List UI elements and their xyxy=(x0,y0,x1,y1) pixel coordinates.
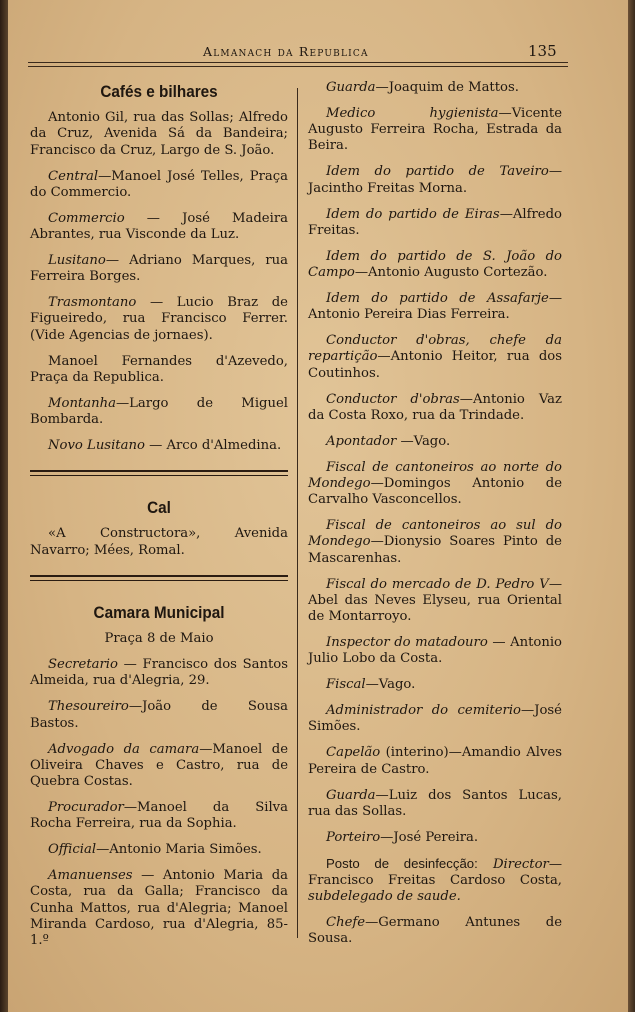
list-entry xyxy=(30,842,288,858)
entry-text: —José Simões. xyxy=(308,703,562,735)
camara-staff-list xyxy=(308,80,562,846)
entry-text: —Largo de Miguel Bombarda. xyxy=(30,395,288,428)
entry-label: Guarda xyxy=(326,80,376,95)
list-entry xyxy=(30,800,288,832)
entry-label: Medico hygienista xyxy=(326,106,499,121)
entry-label: Trasmontano xyxy=(48,295,137,311)
list-entry xyxy=(308,915,562,947)
posto-entry xyxy=(308,856,562,906)
list-entry xyxy=(30,169,288,201)
list-entry xyxy=(30,295,288,344)
list-entry xyxy=(308,577,562,626)
list-entry xyxy=(308,164,562,196)
entry-text: —Vago. xyxy=(365,677,416,693)
entry-label: Central xyxy=(48,168,99,184)
list-entry xyxy=(30,868,288,949)
entry-text: — Antonio Julio Lobo da Costa. xyxy=(308,635,563,667)
entry-label: Amanuenses xyxy=(48,868,133,884)
header-rule xyxy=(28,62,568,67)
entry-text: —Vicente Augusto Ferreira Rocha, Estrada da Beira. xyxy=(308,106,562,154)
list-entry xyxy=(30,396,288,428)
list-entry xyxy=(308,518,562,567)
camara-list xyxy=(30,657,288,949)
entry-label: Official xyxy=(48,842,97,858)
entry-label: Procurador xyxy=(48,800,124,816)
almanac-page xyxy=(8,0,628,1012)
section-title-camara: Camara Municipal xyxy=(93,602,225,622)
entry-label: Thesoureiro xyxy=(48,699,129,715)
entry-label: Secretario xyxy=(48,657,118,673)
list-entry xyxy=(30,657,288,689)
entry-text: (interino)—Amandio Alves Pereira de Castro. xyxy=(308,745,562,777)
entry-text: —Manoel de Oliveira Chaves e Castro, rua de Quebra Costas. xyxy=(30,741,288,790)
entry-label: Montanha xyxy=(48,395,116,411)
entry-label: Fiscal xyxy=(326,677,366,693)
entry-text: —Antonio Vaz da Costa Roxo, rua da Trindade. xyxy=(308,391,562,423)
entry-text: —Antonio Heitor, rua dos Coutinhos. xyxy=(308,349,562,381)
list-entry xyxy=(308,207,562,239)
list-entry xyxy=(308,291,562,323)
entry-label: Idem do partido de Eiras xyxy=(326,206,500,222)
entry-label: Inspector do matadouro xyxy=(326,635,488,651)
entry-label: Conductor d'obras, chefe da repartição xyxy=(308,333,562,365)
entry-text: —Manoel José Telles, Praça do Commercio. xyxy=(30,168,288,200)
entry-text: — Antonio Maria da Costa, rua da Galla; Francisco da Cunha Mattos, rua d'Alegria; Manoel Miranda Cardoso, rua d'Alegria, 85-1.º xyxy=(30,868,288,949)
entry-text: —Vago. xyxy=(396,433,451,449)
entry-label: Fiscal de cantoneiros ao sul do Mondego xyxy=(308,518,562,550)
entry-label: subdelegado de saude. xyxy=(308,889,461,905)
list-entry xyxy=(30,699,288,731)
entry-label: Commercio xyxy=(48,210,125,226)
entry-label: Fiscal de cantoneiros ao norte do Mondego xyxy=(308,459,562,492)
list-entry xyxy=(30,526,288,558)
entry-label: Director xyxy=(492,856,549,872)
entry-text: —Antonio Augusto Cortezão. xyxy=(354,265,548,281)
page-number: 135 xyxy=(528,42,557,60)
entry-text: — José Madeira Abrantes, rua Visconde da Luz. xyxy=(30,210,288,243)
section-separator xyxy=(30,470,288,476)
entry-label: Guarda xyxy=(326,787,376,803)
entry-label: Idem do partido de Taveiro xyxy=(326,164,549,180)
list-entry xyxy=(30,253,288,285)
entry-text: «A Constructora», Avenida Navarro; Mées, Romal. xyxy=(30,526,288,558)
list-entry xyxy=(308,434,562,450)
entry-text: —Antonio Maria Simões. xyxy=(96,842,262,858)
camara-address: Praça 8 de Maio xyxy=(104,631,214,647)
list-entry xyxy=(308,635,562,667)
entry-text: —Domingos Antonio de Carvalho Vasconcellos. xyxy=(308,476,562,508)
entry-text: — Adriano Marques, rua Ferreira Borges. xyxy=(30,253,288,285)
entry-label: Advogado da camara xyxy=(48,741,200,757)
entry-text: —Luiz dos Santos Lucas, rua das Sollas. xyxy=(308,787,562,819)
column-divider xyxy=(297,88,298,938)
entry-label: Idem do partido de Assafarje xyxy=(326,291,549,307)
entry-label: Capelão xyxy=(326,745,381,761)
entry-text: —Germano Antunes de Sousa. xyxy=(308,915,562,947)
book-spine xyxy=(0,0,8,1012)
cafes-list xyxy=(30,110,288,454)
entry-text: Manoel Fernandes d'Azevedo, Praça da Republica. xyxy=(30,353,288,385)
list-entry xyxy=(308,788,562,820)
entry-text: —Antonio Pereira Dias Ferreira. xyxy=(308,291,562,323)
list-entry xyxy=(308,677,562,693)
entry-text: —João de Sousa Bastos. xyxy=(30,699,288,731)
list-entry xyxy=(308,80,562,96)
posto-title: Posto de desinfecção: xyxy=(326,855,478,871)
list-entry xyxy=(308,106,562,155)
section-title-cal: Cal xyxy=(147,498,171,518)
entry-label: Chefe xyxy=(326,915,366,931)
list-entry xyxy=(30,211,288,243)
section-separator xyxy=(30,575,288,581)
page-edge xyxy=(628,0,635,1012)
entry-label: Novo Lusitano xyxy=(48,438,145,454)
entry-label: Conductor d'obras xyxy=(326,391,460,407)
entry-text: — Francisco dos Santos Almeida, rua d'Alegria, 29. xyxy=(30,657,288,689)
list-entry xyxy=(30,742,288,791)
left-column xyxy=(30,80,288,959)
entry-label: Apontador xyxy=(326,433,397,449)
running-header: Almanach da Republica xyxy=(203,44,369,59)
section-title-cafes: Cafés e bilhares xyxy=(100,82,218,101)
entry-label: Porteiro xyxy=(326,829,381,845)
list-entry xyxy=(308,249,562,281)
entry-text: —Francisco Freitas Cardoso Costa, xyxy=(308,856,562,889)
entry-text: — Arco d'Almedina. xyxy=(144,438,282,454)
entry-text: — Lucio Braz de Figueiredo, rua Francisco Ferrer. (Vide Agencias de jornaes). xyxy=(30,295,288,343)
list-entry xyxy=(308,392,562,424)
entry-text: —Alfredo Freitas. xyxy=(308,206,562,238)
list-entry xyxy=(308,830,562,846)
entry-text: Antonio Gil, rua das Sollas; Alfredo da Cruz, Avenida Sá da Bandeira; Francisco da Cruz, Largo de S. João. xyxy=(30,110,288,158)
list-entry xyxy=(30,438,288,454)
entry-label: Fiscal do mercado de D. Pedro V xyxy=(326,576,549,592)
entry-text: —Dionysio Soares Pinto de Mascarenhas. xyxy=(308,534,562,566)
entry-label: Lusitano xyxy=(48,253,106,269)
list-entry xyxy=(308,703,562,735)
entry-text: —Abel das Neves Elyseu, rua Oriental de Montarroyo. xyxy=(308,576,562,625)
list-entry xyxy=(308,460,562,509)
entry-text: —Jacintho Freitas Morna. xyxy=(308,164,562,196)
entry-label: Administrador do cemiterio xyxy=(326,703,521,719)
entry-text: —Joaquim de Mattos. xyxy=(375,80,519,95)
list-entry xyxy=(308,745,562,777)
entry-label: Idem do partido de S. João do Campo xyxy=(308,248,562,281)
right-column xyxy=(308,80,562,957)
entry-text: —José Pereira. xyxy=(380,829,479,845)
cal-list xyxy=(30,526,288,558)
list-entry xyxy=(308,333,562,382)
entry-text: —Manoel da Silva Rocha Ferreira, rua da Sophia. xyxy=(30,800,288,832)
list-entry xyxy=(30,354,288,386)
list-entry xyxy=(30,110,288,159)
